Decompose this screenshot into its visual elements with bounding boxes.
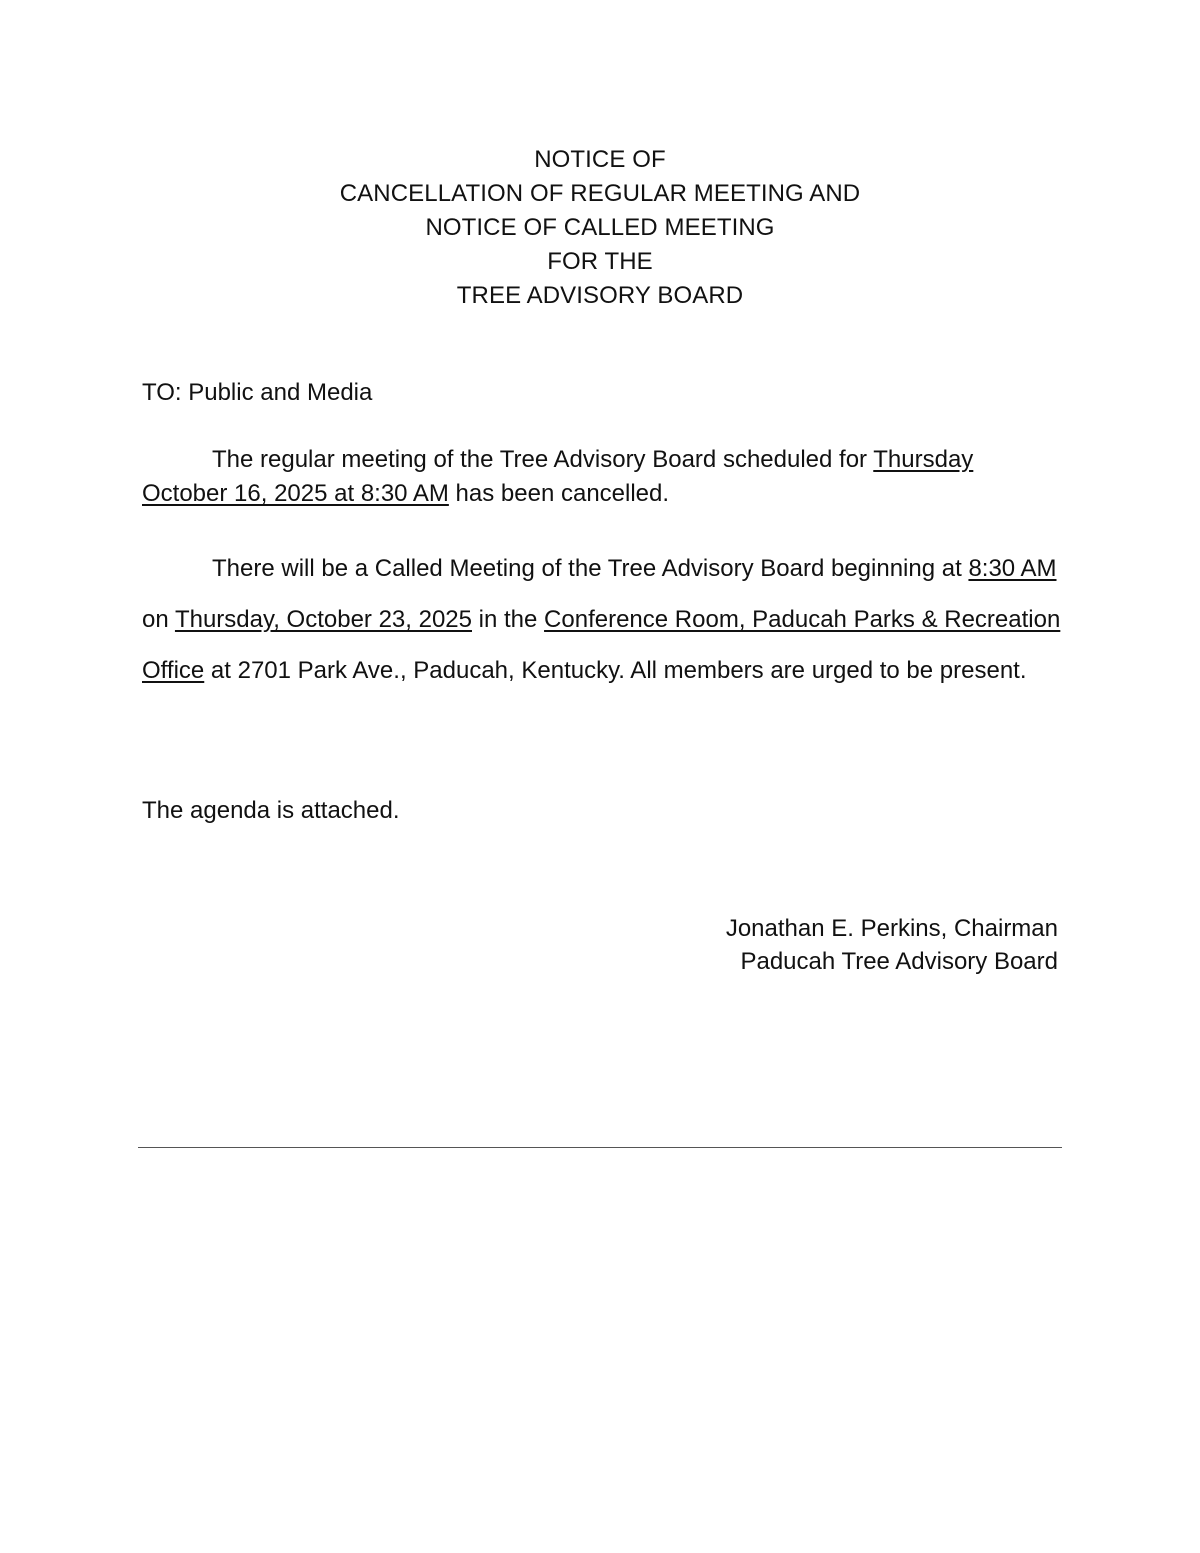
notice-title — [0, 143, 1200, 313]
title-line: CANCELLATION OF REGULAR MEETING AND — [339, 180, 861, 207]
called-meeting-paragraph — [142, 543, 1062, 696]
called-meeting-time: 8:30 AM — [968, 555, 1057, 582]
cancellation-text-after: has been cancelled. — [448, 480, 670, 507]
cancelled-meeting-date: Thursday October 16, 2025 at 8:30 AM — [142, 446, 974, 507]
called-meeting-text: in the — [472, 606, 545, 633]
title-line: NOTICE OF — [534, 146, 666, 173]
title-line: NOTICE OF CALLED MEETING — [425, 214, 775, 241]
signature-block — [726, 912, 1058, 978]
called-meeting-date: Thursday, October 23, 2025 — [174, 606, 472, 633]
cancellation-text-before: The regular meeting of the Tree Advisory Board scheduled for — [212, 446, 874, 473]
horizontal-divider — [138, 1147, 1062, 1148]
title-line: TREE ADVISORY BOARD — [456, 282, 744, 309]
called-meeting-location: Conference Room, Paducah Parks & Recreation Office — [142, 606, 1061, 684]
signatory-organization: Paducah Tree Advisory Board — [740, 948, 1058, 975]
title-line: FOR THE — [547, 248, 653, 275]
called-meeting-text: on — [142, 606, 175, 633]
called-meeting-text: There will be a Called Meeting of the Tree Advisory Board beginning at — [212, 555, 969, 582]
signatory-name: Jonathan E. Perkins, Chairman — [725, 915, 1058, 942]
cancellation-paragraph — [142, 443, 1062, 511]
called-meeting-text: at 2701 Park Ave., Paducah, Kentucky. All members are urged to be present. — [204, 657, 1027, 684]
agenda-note: The agenda is attached. — [142, 797, 400, 824]
recipients-line: TO: Public and Media — [142, 379, 373, 406]
